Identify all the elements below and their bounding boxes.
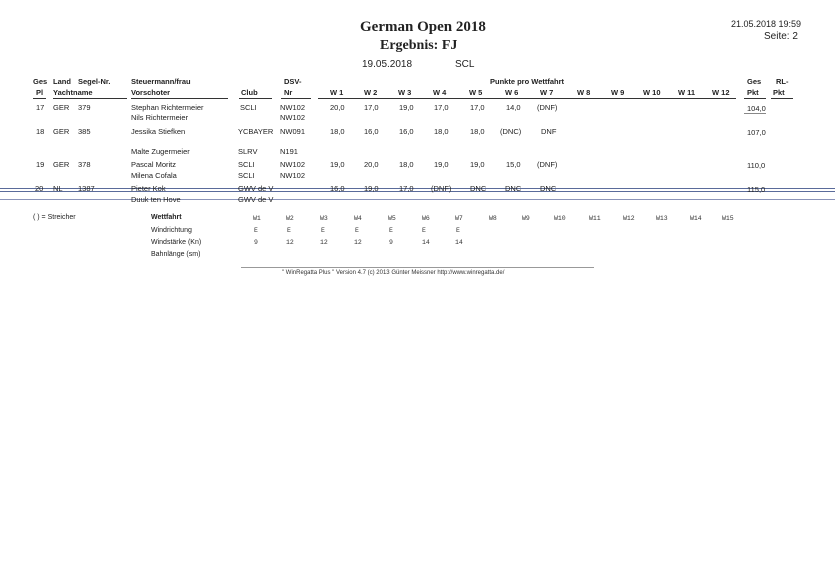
hdr-underline bbox=[771, 98, 793, 99]
row-name1: Malte Zugermeier bbox=[131, 147, 190, 156]
row-w2: 19,0 bbox=[364, 184, 379, 193]
row-w6: DNC bbox=[505, 184, 522, 193]
race-label: W14 bbox=[690, 215, 702, 222]
row-w7: DNF bbox=[541, 127, 557, 136]
row-segel: 385 bbox=[78, 127, 91, 136]
wind-direction: E bbox=[254, 227, 258, 234]
col-w1: W 1 bbox=[330, 88, 344, 97]
col-gespkt-bottom: Pkt bbox=[747, 88, 759, 97]
row-land: GER bbox=[53, 127, 70, 136]
row-name2: Duuk ten Hove bbox=[131, 195, 181, 204]
race-label: W8 bbox=[489, 215, 497, 222]
row-land: GER bbox=[53, 160, 70, 169]
race-label: W6 bbox=[422, 215, 430, 222]
page-title: German Open 2018 bbox=[360, 19, 486, 35]
row-dsv2: NW102 bbox=[280, 113, 306, 122]
row-club1: SLRV bbox=[238, 147, 258, 156]
row-w3: 18,0 bbox=[399, 160, 414, 169]
col-w6: W 6 bbox=[505, 88, 519, 97]
club-code: SCL bbox=[455, 59, 475, 70]
race-label: W1 bbox=[253, 215, 261, 222]
row-land: GER bbox=[53, 103, 70, 112]
col-land: Land bbox=[53, 77, 71, 86]
row-w5: 19,0 bbox=[470, 160, 485, 169]
row-segel: 1387 bbox=[78, 184, 95, 193]
wind-speed: 12 bbox=[286, 239, 294, 246]
row-dsv1: NW102 bbox=[280, 160, 306, 169]
row-w7: DNC bbox=[540, 184, 557, 193]
row-w1: 19,0 bbox=[330, 160, 345, 169]
row-w5: 17,0 bbox=[470, 103, 485, 112]
row-w2: 17,0 bbox=[364, 103, 379, 112]
windrichtung-label: Windrichtung bbox=[151, 227, 192, 234]
wind-direction: E bbox=[389, 227, 393, 234]
col-w9: W 9 bbox=[611, 88, 625, 97]
page-number: Seite: 2 bbox=[764, 31, 798, 42]
row-club1: SCLI bbox=[238, 160, 255, 169]
col-w10: W 10 bbox=[643, 88, 661, 97]
race-label: W9 bbox=[522, 215, 530, 222]
race-label: W12 bbox=[623, 215, 635, 222]
footer-text: " WinRegatta Plus " Version 4.7 (c) 2013 Günter Meissner http://www.winregatta.de/ bbox=[282, 270, 505, 276]
col-dsv-bottom: Nr bbox=[284, 88, 293, 97]
col-club: Club bbox=[241, 88, 258, 97]
row-club2: SCLI bbox=[238, 171, 255, 180]
col-rl-top: RL- bbox=[776, 77, 789, 86]
bahnlaenge-label: Bahnlänge (sm) bbox=[151, 251, 201, 258]
row-name2: Nils Richtermeier bbox=[131, 113, 189, 122]
row-w7: (DNF) bbox=[537, 103, 558, 112]
row-name1: Pieter Kok bbox=[131, 184, 166, 193]
scan-line bbox=[0, 191, 835, 192]
row-dsv2: NW102 bbox=[280, 171, 306, 180]
wind-direction: E bbox=[355, 227, 359, 234]
footer-rule bbox=[241, 267, 594, 268]
wind-direction: E bbox=[321, 227, 325, 234]
col-w8: W 8 bbox=[577, 88, 591, 97]
row-name2: Milena Cofala bbox=[131, 171, 177, 180]
row-w3: 17,0 bbox=[399, 184, 414, 193]
col-steuermann: Steuermann/frau bbox=[131, 77, 191, 86]
row-segel: 378 bbox=[78, 160, 91, 169]
col-w12: W 12 bbox=[712, 88, 730, 97]
col-segel: Segel-Nr. bbox=[78, 77, 111, 86]
row-w2: 16,0 bbox=[364, 127, 379, 136]
row-w1: 16,0 bbox=[330, 184, 345, 193]
row-club1: SCLI bbox=[240, 103, 257, 112]
total-underline bbox=[744, 113, 766, 114]
row-w6: 14,0 bbox=[506, 103, 521, 112]
print-datetime: 21.05.2018 19:59 bbox=[731, 19, 802, 29]
row-w4: 18,0 bbox=[434, 127, 449, 136]
race-label: W11 bbox=[589, 215, 601, 222]
wind-speed: 14 bbox=[455, 239, 463, 246]
wind-speed: 12 bbox=[354, 239, 362, 246]
col-w3: W 3 bbox=[398, 88, 412, 97]
wettfahrt-label: Wettfahrt bbox=[151, 214, 182, 221]
col-w2: W 2 bbox=[364, 88, 378, 97]
race-date: 19.05.2018 bbox=[362, 59, 413, 70]
race-label: W2 bbox=[286, 215, 294, 222]
row-w5: 18,0 bbox=[470, 127, 485, 136]
row-land: NL bbox=[53, 184, 63, 193]
col-w5: W 5 bbox=[469, 88, 483, 97]
hdr-underline bbox=[318, 98, 736, 99]
row-club1: YCBAYER bbox=[238, 127, 274, 136]
wind-direction: E bbox=[422, 227, 426, 234]
row-w2: 20,0 bbox=[364, 160, 379, 169]
row-name1: Pascal Moritz bbox=[131, 160, 177, 169]
row-total: 115,0 bbox=[747, 185, 766, 194]
col-rl-bottom: Pkt bbox=[773, 88, 785, 97]
col-vorschoter: Vorschoter bbox=[131, 88, 171, 97]
col-dsv-top: DSV- bbox=[284, 77, 302, 86]
row-pl: 19 bbox=[36, 160, 45, 169]
wind-direction: E bbox=[456, 227, 460, 234]
col-w4: W 4 bbox=[433, 88, 447, 97]
race-label: W13 bbox=[656, 215, 668, 222]
row-w3: 16,0 bbox=[399, 127, 414, 136]
hdr-underline bbox=[33, 98, 46, 99]
wind-speed: 9 bbox=[389, 239, 393, 246]
row-w4: 19,0 bbox=[434, 160, 449, 169]
windstaerke-label: Windstärke (Kn) bbox=[151, 239, 202, 246]
col-w11: W 11 bbox=[678, 88, 696, 97]
row-pl: 20 bbox=[35, 184, 44, 193]
hdr-underline bbox=[281, 98, 311, 99]
race-label: W10 bbox=[554, 215, 566, 222]
row-w6: 15,0 bbox=[506, 160, 521, 169]
race-label: W15 bbox=[722, 215, 734, 222]
row-w1: 20,0 bbox=[330, 103, 345, 112]
wind-speed: 12 bbox=[320, 239, 328, 246]
hdr-underline bbox=[131, 98, 228, 99]
row-w6: (DNC) bbox=[500, 127, 522, 136]
hdr-underline bbox=[744, 98, 766, 99]
row-w4: 17,0 bbox=[434, 103, 449, 112]
col-gespkt-top: Ges bbox=[747, 77, 762, 86]
hdr-underline bbox=[53, 98, 127, 99]
race-label: W4 bbox=[354, 215, 362, 222]
hdr-underline bbox=[239, 98, 272, 99]
scan-line bbox=[0, 188, 835, 189]
row-w4: (DNF) bbox=[431, 184, 452, 193]
race-label: W7 bbox=[455, 215, 463, 222]
row-w3: 19,0 bbox=[399, 103, 414, 112]
page-subtitle: Ergebnis: FJ bbox=[380, 38, 458, 53]
row-w5: DNC bbox=[470, 184, 487, 193]
row-w1: 18,0 bbox=[330, 127, 345, 136]
wind-speed: 14 bbox=[422, 239, 430, 246]
streicher-note: ( ) = Streicher bbox=[33, 214, 76, 221]
row-pl: 17 bbox=[36, 103, 45, 112]
col-punkte: Punkte pro Wettfahrt bbox=[490, 77, 565, 86]
row-name1: Jessika Stiefken bbox=[131, 127, 186, 136]
wind-direction: E bbox=[287, 227, 291, 234]
row-club2: GWV de V bbox=[238, 195, 274, 204]
col-ges-top: Ges bbox=[33, 77, 48, 86]
row-dsv1: N191 bbox=[280, 147, 298, 156]
row-total: 104,0 bbox=[747, 104, 766, 113]
col-yachtname: Yachtname bbox=[53, 88, 93, 97]
row-club1: GWV de V bbox=[238, 184, 274, 193]
row-dsv1: NW102 bbox=[280, 103, 306, 112]
row-segel: 379 bbox=[78, 103, 91, 112]
col-ges-bottom: Pl bbox=[36, 88, 44, 97]
col-w7: W 7 bbox=[540, 88, 554, 97]
row-w7: (DNF) bbox=[537, 160, 558, 169]
wind-speed: 9 bbox=[254, 239, 258, 246]
race-label: W3 bbox=[320, 215, 328, 222]
row-dsv1: NW091 bbox=[280, 127, 306, 136]
race-label: W5 bbox=[388, 215, 396, 222]
row-total: 110,0 bbox=[747, 161, 766, 170]
row-name1: Stephan Richtermeier bbox=[131, 103, 204, 112]
scan-line bbox=[0, 199, 835, 200]
row-pl: 18 bbox=[36, 127, 45, 136]
row-total: 107,0 bbox=[747, 128, 766, 137]
